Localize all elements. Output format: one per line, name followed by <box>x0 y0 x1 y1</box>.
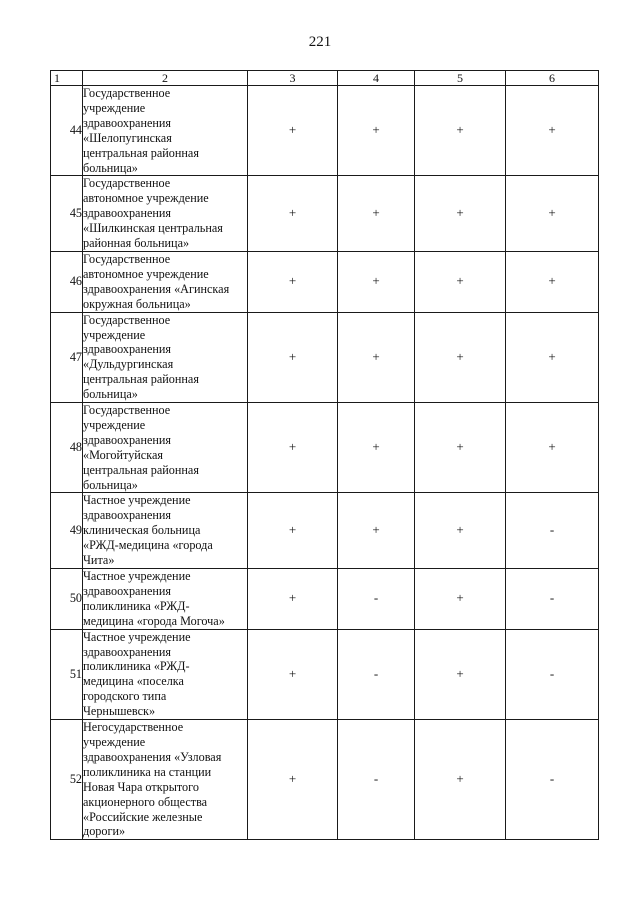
institution-name <box>83 86 248 176</box>
institution-name <box>83 629 248 719</box>
institution-name-line: дороги» <box>83 824 126 839</box>
facilities-table <box>50 70 599 840</box>
institution-name-line: учреждение <box>83 100 146 115</box>
mark-cell-col-3: + <box>248 569 338 630</box>
column-header-3: 3 <box>248 71 338 86</box>
institution-name-line: акционерного общества <box>83 794 208 809</box>
institution-name-line: больница» <box>83 477 138 492</box>
institution-name-line: поликлиника на станции <box>83 764 212 779</box>
mark-cell-col-5: + <box>415 493 506 569</box>
row-number: 50 <box>51 569 83 630</box>
institution-name-line: клиническая больница <box>83 523 201 538</box>
mark-cell-col-4: + <box>338 86 415 176</box>
column-header-6: 6 <box>506 71 599 86</box>
table-row <box>51 403 599 493</box>
institution-name-line: районная больница» <box>83 236 190 251</box>
institution-name-line: учреждение <box>83 734 146 749</box>
mark-cell-col-6: - <box>506 493 599 569</box>
row-number: 47 <box>51 312 83 402</box>
mark-cell-col-5: + <box>415 569 506 630</box>
institution-name-line: здравоохранения <box>83 583 172 598</box>
institution-name-line: Государственное <box>83 176 171 191</box>
institution-name <box>83 251 248 312</box>
table-row <box>51 176 599 252</box>
institution-name-line: больница» <box>83 387 138 402</box>
mark-cell-col-6: + <box>506 86 599 176</box>
mark-cell-col-5: + <box>415 629 506 719</box>
table-row <box>51 86 599 176</box>
row-number: 52 <box>51 720 83 840</box>
institution-name-line: Негосударственное <box>83 720 184 735</box>
table-row <box>51 629 599 719</box>
mark-cell-col-6: - <box>506 629 599 719</box>
mark-cell-col-5: + <box>415 86 506 176</box>
institution-name-line: «Шелопугинская <box>83 130 172 145</box>
table-header-row <box>51 71 599 86</box>
mark-cell-col-5: + <box>415 312 506 402</box>
institution-name <box>83 493 248 569</box>
mark-cell-col-5: + <box>415 403 506 493</box>
mark-cell-col-3: + <box>248 251 338 312</box>
institution-name-line: учреждение <box>83 327 146 342</box>
institution-name-line: «Дульдургинская <box>83 357 174 372</box>
institution-name-line: центральная районная <box>83 462 199 477</box>
table-row <box>51 569 599 630</box>
institution-name-line: автономное учреждение <box>83 266 209 281</box>
row-number: 44 <box>51 86 83 176</box>
mark-cell-col-4: - <box>338 569 415 630</box>
column-header-5: 5 <box>415 71 506 86</box>
institution-name-line: Государственное <box>83 403 171 418</box>
mark-cell-col-3: + <box>248 312 338 402</box>
institution-name-line: Частное учреждение <box>83 493 191 508</box>
row-number: 49 <box>51 493 83 569</box>
institution-name-line: Частное учреждение <box>83 629 191 644</box>
institution-name-line: центральная районная <box>83 372 199 387</box>
mark-cell-col-3: + <box>248 176 338 252</box>
row-number: 48 <box>51 403 83 493</box>
table-row <box>51 493 599 569</box>
institution-name-line: Чита» <box>83 553 115 568</box>
institution-name-line: окружная больница» <box>83 296 191 311</box>
table-row <box>51 720 599 840</box>
row-number: 45 <box>51 176 83 252</box>
institution-name <box>83 176 248 252</box>
mark-cell-col-6: + <box>506 176 599 252</box>
page-number: 221 <box>308 34 332 50</box>
mark-cell-col-5: + <box>415 720 506 840</box>
institution-name-line: «Шилкинская центральная <box>83 221 223 236</box>
mark-cell-col-6: - <box>506 569 599 630</box>
institution-name <box>83 569 248 630</box>
mark-cell-col-4: + <box>338 312 415 402</box>
institution-name-line: Новая Чара открытого <box>83 779 199 794</box>
institution-name-line: здравоохранения <box>83 342 172 357</box>
institution-name-line: «РЖД-медицина «города <box>83 538 213 553</box>
mark-cell-col-3: + <box>248 720 338 840</box>
table-row <box>51 312 599 402</box>
row-number: 51 <box>51 629 83 719</box>
institution-name <box>83 312 248 402</box>
institution-name-line: медицина «города Могоча» <box>83 613 225 628</box>
mark-cell-col-6: + <box>506 312 599 402</box>
mark-cell-col-6: - <box>506 720 599 840</box>
institution-name-line: здравоохранения <box>83 206 172 221</box>
mark-cell-col-4: + <box>338 493 415 569</box>
column-header-1: 1 <box>51 71 83 86</box>
mark-cell-col-6: + <box>506 403 599 493</box>
institution-name-line: центральная районная <box>83 145 199 160</box>
institution-name-line: городского типа <box>83 689 167 704</box>
column-header-4: 4 <box>338 71 415 86</box>
institution-name-line: Государственное <box>83 86 171 100</box>
mark-cell-col-3: + <box>248 403 338 493</box>
institution-name-line: учреждение <box>83 417 146 432</box>
table-row <box>51 251 599 312</box>
mark-cell-col-4: + <box>338 251 415 312</box>
institution-name-line: здравоохранения <box>83 432 172 447</box>
institution-name-line: здравоохранения <box>83 115 172 130</box>
column-header-2: 2 <box>83 71 248 86</box>
institution-name-line: Государственное <box>83 312 171 327</box>
mark-cell-col-4: + <box>338 176 415 252</box>
institution-name-line: Чернышевск» <box>83 704 156 719</box>
mark-cell-col-5: + <box>415 176 506 252</box>
mark-cell-col-5: + <box>415 251 506 312</box>
institution-name-line: «Могойтуйская <box>83 447 163 462</box>
institution-name <box>83 720 248 840</box>
row-number: 46 <box>51 251 83 312</box>
institution-name-line: Частное учреждение <box>83 569 191 583</box>
institution-name-line: «Российские железные <box>83 809 203 824</box>
institution-name-line: здравоохранения <box>83 644 172 659</box>
mark-cell-col-6: + <box>506 251 599 312</box>
mark-cell-col-3: + <box>248 629 338 719</box>
institution-name-line: Государственное <box>83 251 171 266</box>
institution-name-line: поликлиника «РЖД- <box>83 659 190 674</box>
mark-cell-col-4: - <box>338 629 415 719</box>
mark-cell-col-4: - <box>338 720 415 840</box>
institution-name-line: автономное учреждение <box>83 191 209 206</box>
mark-cell-col-4: + <box>338 403 415 493</box>
institution-name-line: поликлиника «РЖД- <box>83 598 190 613</box>
mark-cell-col-3: + <box>248 86 338 176</box>
institution-name-line: здравоохранения <box>83 508 172 523</box>
mark-cell-col-3: + <box>248 493 338 569</box>
institution-name-line: здравоохранения «Узловая <box>83 749 222 764</box>
institution-name-line: больница» <box>83 160 138 175</box>
institution-name-line: здравоохранения «Агинская <box>83 281 230 296</box>
institution-name-line: медицина «поселка <box>83 674 184 689</box>
institution-name <box>83 403 248 493</box>
